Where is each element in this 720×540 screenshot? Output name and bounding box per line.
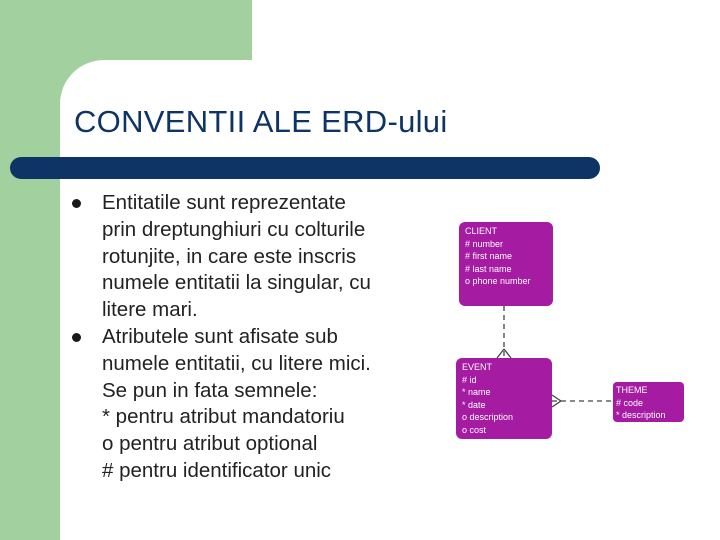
slide-title: CONVENTII ALE ERD-ului [74, 104, 448, 139]
bullet-line: # pentru identificator unic [102, 458, 332, 482]
bullet-line: Se pun in fata semnele: [102, 378, 318, 402]
crows-foot-icon [504, 349, 511, 358]
entity-attribute: # last name [465, 263, 512, 274]
entity-attribute: # id [462, 374, 477, 385]
bullet-dot-icon [72, 199, 81, 208]
bullet-line: * pentru atribut mandatoriu [102, 405, 345, 429]
bullet-list [72, 190, 432, 485]
bullet-item [72, 190, 432, 324]
entity-attribute: * description [616, 410, 666, 420]
bullet-line: Atributele sunt afisate sub [102, 324, 338, 348]
bullet-line: prin dreptunghiuri cu colturile [102, 217, 366, 241]
bullet-line: rotunjite, in care este inscris [102, 244, 357, 268]
entity-attribute: # first name [465, 251, 513, 261]
entity-attribute: o phone number [465, 276, 531, 286]
entity-theme [613, 382, 684, 422]
crows-foot-icon [497, 349, 504, 358]
entity-attribute: o cost [462, 424, 487, 435]
entity-name: CLIENT [465, 226, 498, 236]
bullet-line: litere mari. [102, 298, 198, 322]
bullet-line: Entitatile sunt reprezentate [102, 191, 346, 214]
entity-attribute: * name [462, 387, 491, 397]
entity-client [459, 222, 553, 306]
entity-name: THEME [616, 385, 648, 395]
bullet-line: numele entitatii, cu litere mici. [102, 351, 371, 375]
entity-name: EVENT [462, 362, 493, 372]
bullet-item [72, 324, 432, 485]
entity-attribute: o description [462, 412, 514, 422]
bullet-line: o pentru atribut optional [102, 432, 318, 456]
entity-attribute: # code [616, 397, 644, 408]
crows-foot-icon [552, 401, 561, 407]
entity-event [456, 358, 552, 439]
entity-attribute: * date [462, 399, 486, 410]
bullet-dot-icon [72, 333, 81, 342]
bullet-line: numele entitatii la singular, cu [102, 271, 371, 295]
title-underline-bar [10, 157, 600, 179]
crows-foot-icon [552, 395, 561, 401]
green-left-stripe [0, 0, 60, 540]
erd-diagram [454, 218, 694, 448]
entity-attribute: # number [465, 238, 504, 249]
